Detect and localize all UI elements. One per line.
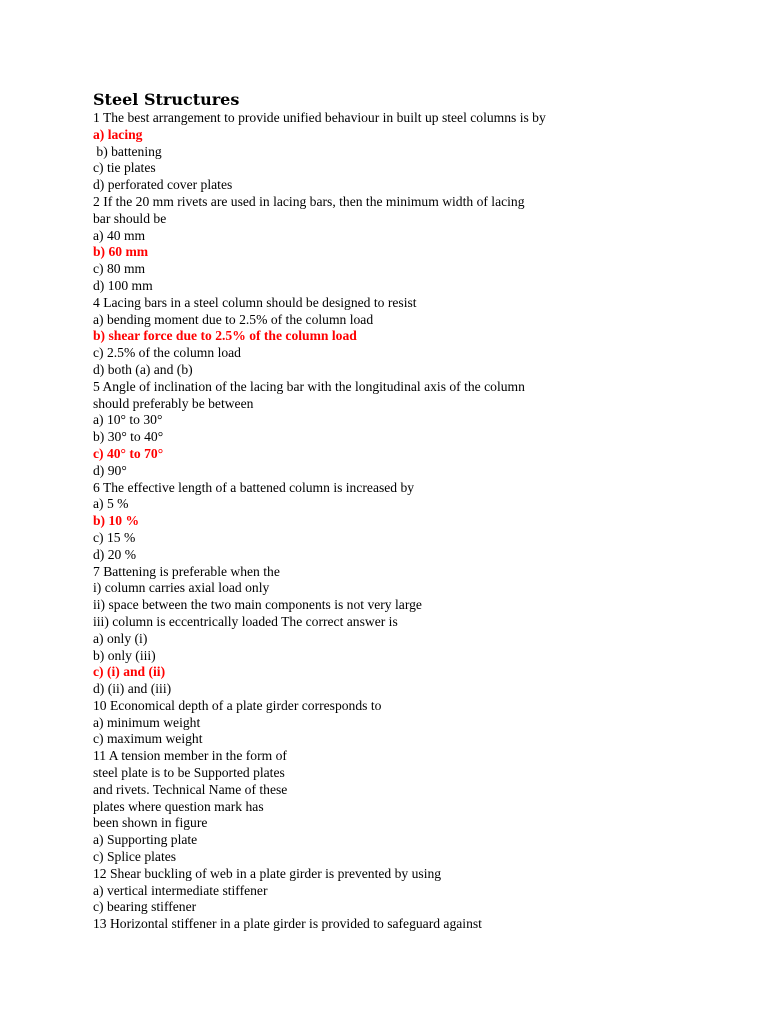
text-line: ii) space between the two main components is not very large — [93, 597, 422, 613]
text-line: should preferably be between — [93, 395, 254, 411]
text-line: 5 Angle of inclination of the lacing bar with the longitudinal axis of the column — [93, 378, 525, 394]
text-line: a) 40 mm — [93, 227, 146, 243]
text-line: bar should be — [93, 210, 167, 226]
text-line: 12 Shear buckling of web in a plate girder is prevented by using — [93, 865, 442, 881]
answer-line: b) 60 mm — [93, 244, 149, 260]
text-line: a) bending moment due to 2.5% of the column load — [93, 311, 374, 327]
text-line: 1 The best arrangement to provide unified behaviour in built up steel columns is by — [93, 110, 546, 125]
answer-line: b) 10 % — [93, 513, 140, 529]
text-line: b) only (iii) — [93, 647, 156, 663]
text-line: 11 A tension member in the form of — [93, 748, 287, 764]
text-line: a) 5 % — [93, 496, 129, 512]
quiz-body — [93, 110, 713, 933]
text-line: d) 20 % — [93, 546, 137, 562]
text-line: a) 10° to 30° — [93, 412, 163, 428]
text-line: been shown in figure — [93, 815, 208, 831]
text-line: a) only (i) — [93, 630, 148, 646]
text-line: c) 15 % — [93, 529, 136, 545]
text-line: i) column carries axial load only — [93, 580, 270, 596]
text-line: plates where question mark has — [93, 798, 264, 814]
text-line: a) vertical intermediate stiffener — [93, 882, 268, 898]
text-line: d) 90° — [93, 462, 127, 478]
text-line: 4 Lacing bars in a steel column should be designed to resist — [93, 294, 417, 310]
text-line: c) tie plates — [93, 160, 156, 176]
text-line: b) battening — [93, 143, 162, 159]
text-line: iii) column is eccentrically loaded The correct answer is — [93, 613, 398, 629]
text-line: and rivets. Technical Name of these — [93, 781, 288, 797]
text-line: c) 2.5% of the column load — [93, 345, 241, 361]
text-line: 13 Horizontal stiffener in a plate girder is provided to safeguard against — [93, 916, 482, 932]
answer-line: c) (i) and (ii) — [93, 664, 166, 680]
text-line: 7 Battening is preferable when the — [93, 563, 280, 579]
text-line: 10 Economical depth of a plate girder corresponds to — [93, 697, 382, 713]
text-line: d) perforated cover plates — [93, 177, 233, 193]
text-line: 6 The effective length of a battened column is increased by — [93, 479, 415, 495]
text-line: d) 100 mm — [93, 277, 153, 293]
text-line: c) 80 mm — [93, 261, 146, 277]
text-line: d) both (a) and (b) — [93, 361, 193, 377]
answer-line: a) lacing — [93, 126, 143, 142]
text-line: d) (ii) and (iii) — [93, 681, 172, 697]
text-line: c) maximum weight — [93, 731, 203, 747]
text-line: 2 If the 20 mm rivets are used in lacing bars, then the minimum width of lacing — [93, 193, 525, 209]
text-line: c) bearing stiffener — [93, 899, 197, 915]
document-title: Steel Structures — [93, 90, 240, 109]
text-line: c) Splice plates — [93, 849, 177, 865]
text-line: a) Supporting plate — [93, 832, 198, 848]
answer-line: c) 40° to 70° — [93, 445, 164, 461]
text-line: a) minimum weight — [93, 714, 201, 730]
document-page — [93, 88, 713, 933]
answer-line: b) shear force due to 2.5% of the column load — [93, 328, 357, 344]
text-line: b) 30° to 40° — [93, 429, 164, 445]
text-line: steel plate is to be Supported plates — [93, 765, 285, 781]
